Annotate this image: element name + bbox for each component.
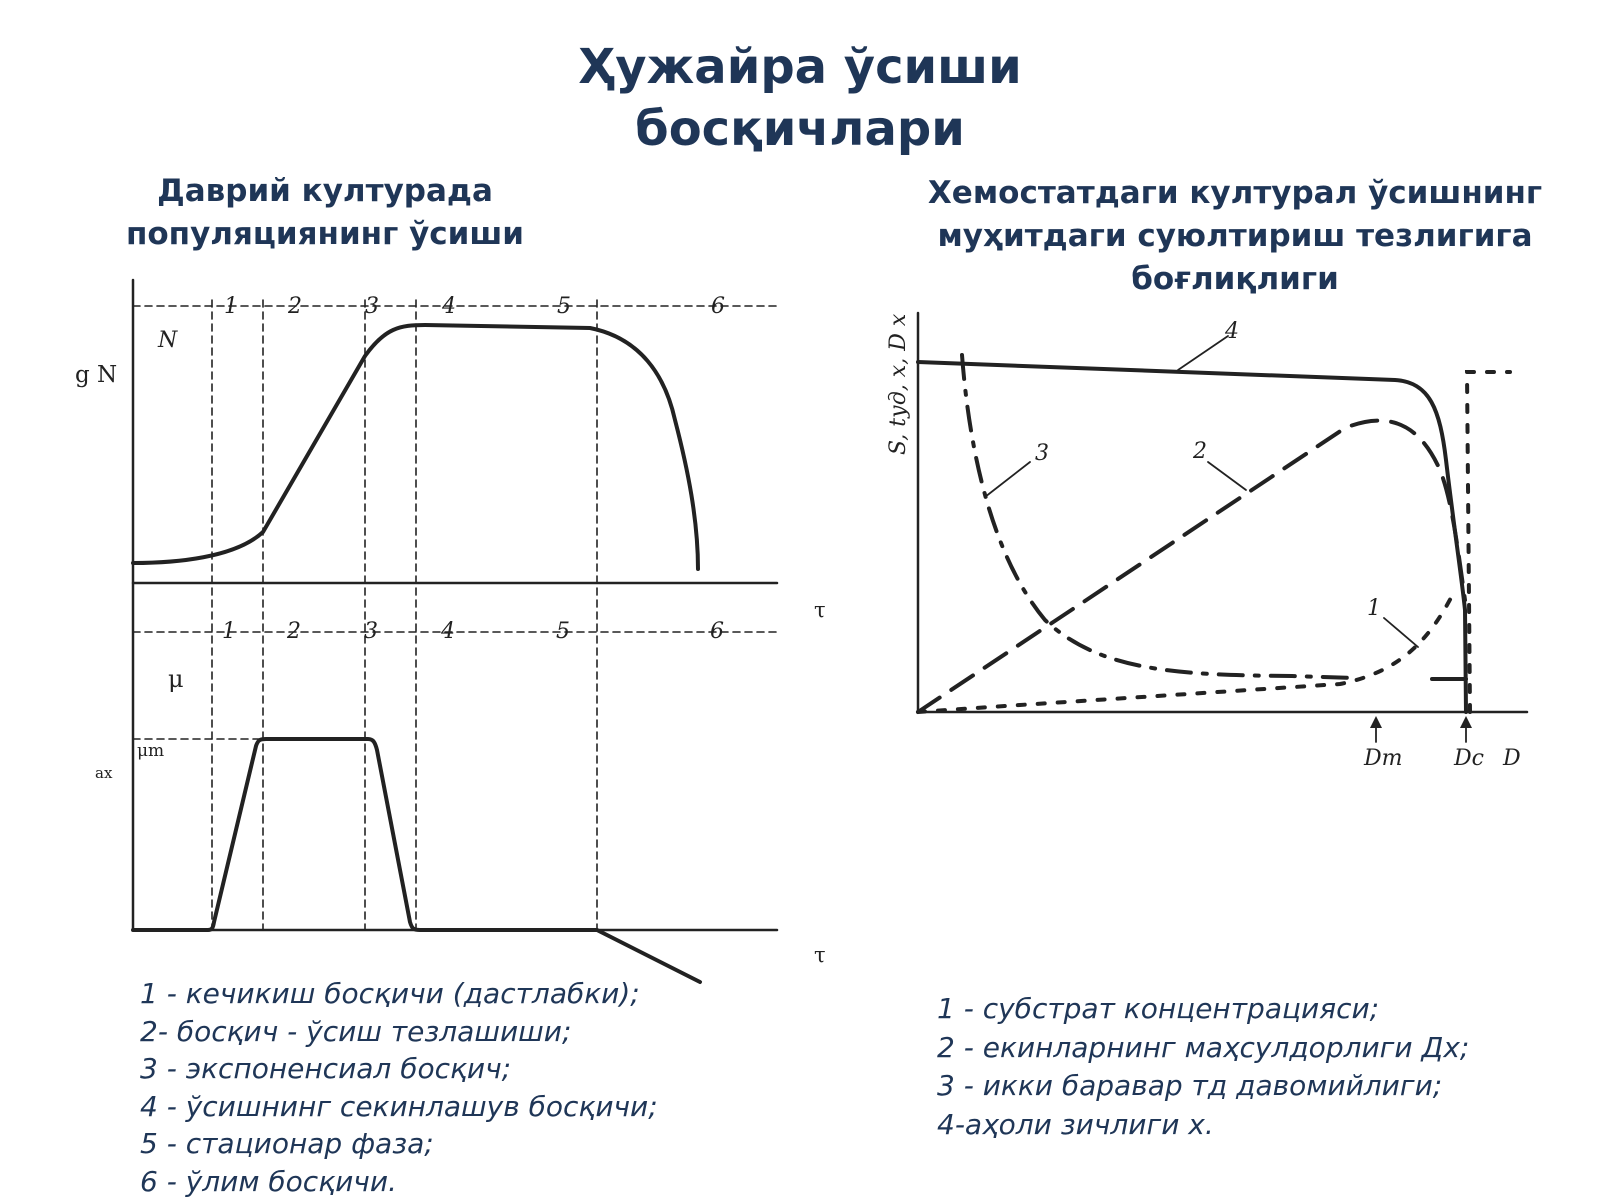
y-label-mu: μ xyxy=(168,665,184,693)
curve-3-doubling-time xyxy=(962,355,1355,678)
curve-1-substrate-vertical xyxy=(1467,372,1510,712)
right-subtitle-line-1: Хемостатдаги културал ўсишнинг xyxy=(927,175,1543,211)
dc-arrow-head xyxy=(1460,716,1472,728)
top-phase-label-3: 3 xyxy=(365,294,379,319)
top-phase-label-2: 2 xyxy=(288,294,302,319)
y-label-mu-max: μm xyxy=(137,741,165,761)
bottom-phase-label-5: 5 xyxy=(556,619,570,644)
page-title xyxy=(0,36,1600,160)
left-legend-item-5: 5 - стационар фаза; xyxy=(140,1127,434,1160)
bottom-phase-label-2: 2 xyxy=(287,619,301,644)
curve-2-leader xyxy=(1208,462,1246,490)
bottom-phase-label-1: 1 xyxy=(222,619,236,644)
y-label-ax: ax xyxy=(95,764,113,782)
left-diagram-subtitle xyxy=(80,170,570,256)
right-subtitle-line-3: боғлиқлиги xyxy=(1131,261,1339,297)
right-legend xyxy=(937,990,1469,1144)
curve-label-2: 2 xyxy=(1193,439,1207,464)
top-phase-label-1: 1 xyxy=(224,294,238,319)
right-legend-item-3: 3 - икки баравар тд давомийлиги; xyxy=(937,1069,1443,1102)
left-legend-item-3: 3 - экспоненсиал босқич; xyxy=(140,1052,512,1085)
page-title-line-2: босқичлари xyxy=(635,101,965,157)
left-legend-item-6: 6 - ўлим босқичи. xyxy=(140,1164,397,1198)
bottom-phase-label-4: 4 xyxy=(441,619,455,644)
bottom-phase-label-6: 6 xyxy=(710,619,724,644)
curve-label-1: 1 xyxy=(1367,596,1381,621)
top-phase-label-5: 5 xyxy=(557,294,571,319)
right-diagram-subtitle xyxy=(900,172,1570,301)
left-legend-item-1: 1 - кечикиш босқичи (дастлабки); xyxy=(140,977,640,1010)
dm-arrow-head xyxy=(1370,716,1382,728)
curve-1-leader xyxy=(1384,618,1418,647)
page-title-line-1: Ҳужайра ўсиши xyxy=(578,39,1022,95)
right-subtitle-line-2: муҳитдаги суюлтириш тезлигига xyxy=(937,218,1533,254)
right-legend-item-4: 4-аҳоли зичлиги х. xyxy=(937,1107,1214,1141)
curve-4-leader xyxy=(1178,336,1228,370)
x-marker-dc: Dc xyxy=(1454,746,1484,771)
y-label-log-n: g N xyxy=(75,362,118,388)
right-legend-item-1: 1 - субстрат концентрацияси; xyxy=(937,992,1380,1025)
left-subtitle-line-1: Даврий културада xyxy=(157,173,493,209)
top-phase-label-6: 6 xyxy=(711,294,725,319)
right-y-axis-label: S, tуд, x, D x xyxy=(886,313,911,455)
batch-growth-diagram xyxy=(0,260,840,980)
curve-label-4: 4 xyxy=(1225,319,1239,344)
x-label-tau-bottom: τ xyxy=(814,943,826,967)
left-subtitle-line-2: популяциянинг ўсиши xyxy=(125,216,525,252)
curve-3-leader xyxy=(985,462,1030,497)
right-legend-item-2: 2 - екинларнинг маҳсулдорлиги Дх; xyxy=(937,1030,1470,1064)
top-phase-label-4: 4 xyxy=(442,294,456,319)
left-legend-item-4: 4 - ўсишнинг секинлашув босқичи; xyxy=(140,1089,658,1123)
x-marker-dm: Dm xyxy=(1364,746,1403,771)
curve-2-productivity xyxy=(918,421,1465,712)
x-label-tau-top: τ xyxy=(814,598,826,622)
bottom-phase-label-3: 3 xyxy=(364,619,378,644)
chemostat-diagram xyxy=(860,300,1560,780)
y-label-n: N xyxy=(158,328,178,353)
curve-label-3: 3 xyxy=(1035,441,1049,466)
left-legend-item-2: 2- босқич - ўсиш тезлашиши; xyxy=(140,1014,572,1048)
left-legend xyxy=(140,975,658,1200)
right-x-axis-label: D xyxy=(1503,746,1521,771)
